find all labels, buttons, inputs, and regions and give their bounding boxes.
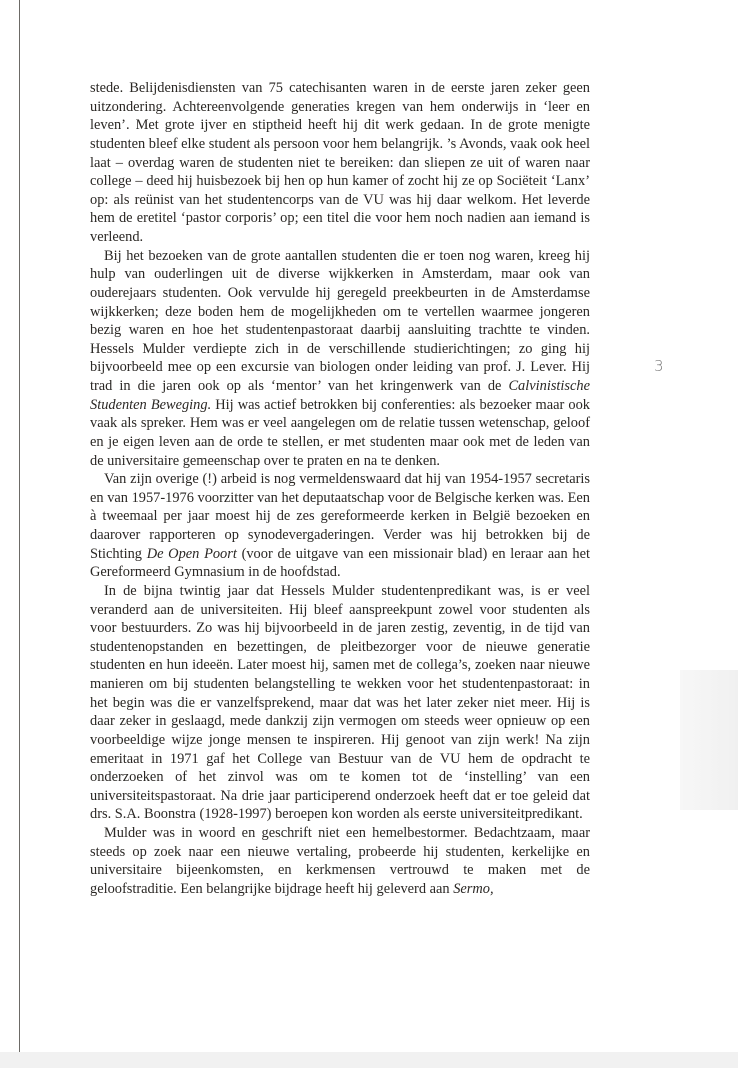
paragraph-2-text-b: Hij was actief betrokken bij conferenties: als bezoeker maar ook vaak als spreker. Hem was er veel aangelegen om de relatie tussen wetenschap, geloof en je eigen leven aan de orde te stellen, er met studenten maar ook met de leden van de universitaire gemeenschap over te praten en na te denken. (90, 396, 590, 469)
body-text (90, 79, 590, 899)
paragraph-2-italic-title: Calvinistische Studenten Beweging. (90, 378, 590, 413)
paragraph-3-text-a: Van zijn overige (!) arbeid is nog vermeldenswaard dat hij van 1954-1957 secretaris en van 1957-1976 voorzitter van het deputaatschap voor de Belgische kerken was. Een à tweemaal per jaar moest hij de zes gereformeerde kerken in België bezoeken en daarover rapporteren op synodevergaderingen. Verder was hij betrokken bij de Stichting (90, 471, 590, 562)
paragraph-3-text-b: (voor de uitgave van een missionair blad) en leraar aan het Gereformeerd Gymnasium in de hoofdstad. (90, 545, 590, 581)
scan-shadow-strip (680, 670, 738, 810)
paragraph-5 (90, 824, 590, 899)
paragraph-2-text-a: Bij het bezoeken van de grote aantallen studenten die er toen nog waren, kreeg hij hulp van ouderlingen uit de diverse wijkkerken in Amsterdam, maar ook van ouderejaars studenten. Ook vervulde hij geregeld preekbeurten in de Amsterdamse wijkkerken; deze boden hem de mogelijkheden om te vertellen waarmee jongeren bezig waren en hoe het studentenpastoraat daarbij aansluiting trachtte te vinden. Hessels Mulder verdiepte zich in de verschillende studierichtingen; zo ging hij bijvoorbeeld mee op een excursie van biologen onder leiding van prof. J. Lever. Hij trad in die jaren ook op als ‘mentor’ van het kringenwerk van de (90, 247, 590, 394)
paragraph-4: In de bijna twintig jaar dat Hessels Mulder studentenpredikant was, is er veel veranderd aan de universiteiten. Hij bleef aanspreekpunt zowel voor studenten als voor bestuurders. Zo was hij bijvoorbeeld in de jaren zestig, zeventig, in de tijd van studentenopstanden en bezettingen, de pleitbezorger voor de nieuwe generatie studenten en hun ideeën. Later moest hij, samen met de collega’s, zoeken naar nieuwe manieren om bij studenten belangstelling te wekken voor het studentenpastoraat: in het begin was die er vanzelfsprekend, maar dat was het later zeker niet meer. Hij is daar zeker in geslaagd, mede dankzij zijn vermogen om steeds weer opnieuw op een voorbeeldige wijze jonge mensen te inspireren. Hij genoot van zijn werk! Na zijn emeritaat in 1971 gaf het College van Bestuur van de VU hem de opdracht te onderzoeken of het zinvol was om te komen tot de ‘instelling’ van een universiteitspastoraat. Na drie jaar participerend onderzoek heeft dat er toe geleid dat drs. S.A. Boonstra (1928-1997) beroepen kon worden als eerste universiteitpredikant. (90, 582, 590, 823)
paragraph-5-italic-title: Sermo, (453, 880, 494, 897)
paragraph-3-italic-title: De Open Poort (146, 545, 237, 562)
paragraph-3 (90, 470, 590, 582)
paragraph-2 (90, 247, 590, 471)
paragraph-5-text-a: Mulder was in woord en geschrift niet een hemelbestormer. Bedachtzaam, maar steeds op zoek naar een nieuwe vertaling, probeerde hij studenten, kerkelijke en universitaire bijeenkomsten, en kerkmensen vertrouwd te maken met de geloofstraditie. Een belangrijke bijdrage heeft hij geleverd aan (90, 825, 590, 897)
scan-bottom-margin (0, 1052, 738, 1068)
page-number: 3 (654, 357, 664, 375)
paragraph-1: stede. Belijdenisdiensten van 75 catechisanten waren in de eerste jaren zeker geen uitzondering. Achtereenvolgende generaties kregen van hem onderwijs in ‘leer en leven’. Met grote ijver en stiptheid heeft hij dit werk gedaan. In de grote menigte studenten bleef elke student als persoon voor hem belangrijk. ’s Avonds, vaak ook heel laat – overdag waren de studenten niet te bereiken: dan sliepen ze uit of waren naar college – deed hij huisbezoek bij hen op hun kamer of zocht hij ze op Sociëteit ‘Lanx’ op: als reünist van het studentencorps van de VU was hij daar welkom. Het leverde hem de eretitel ‘pastor corporis’ op; een titel die voor hem noch nadien aan iemand is verleend. (90, 80, 590, 245)
